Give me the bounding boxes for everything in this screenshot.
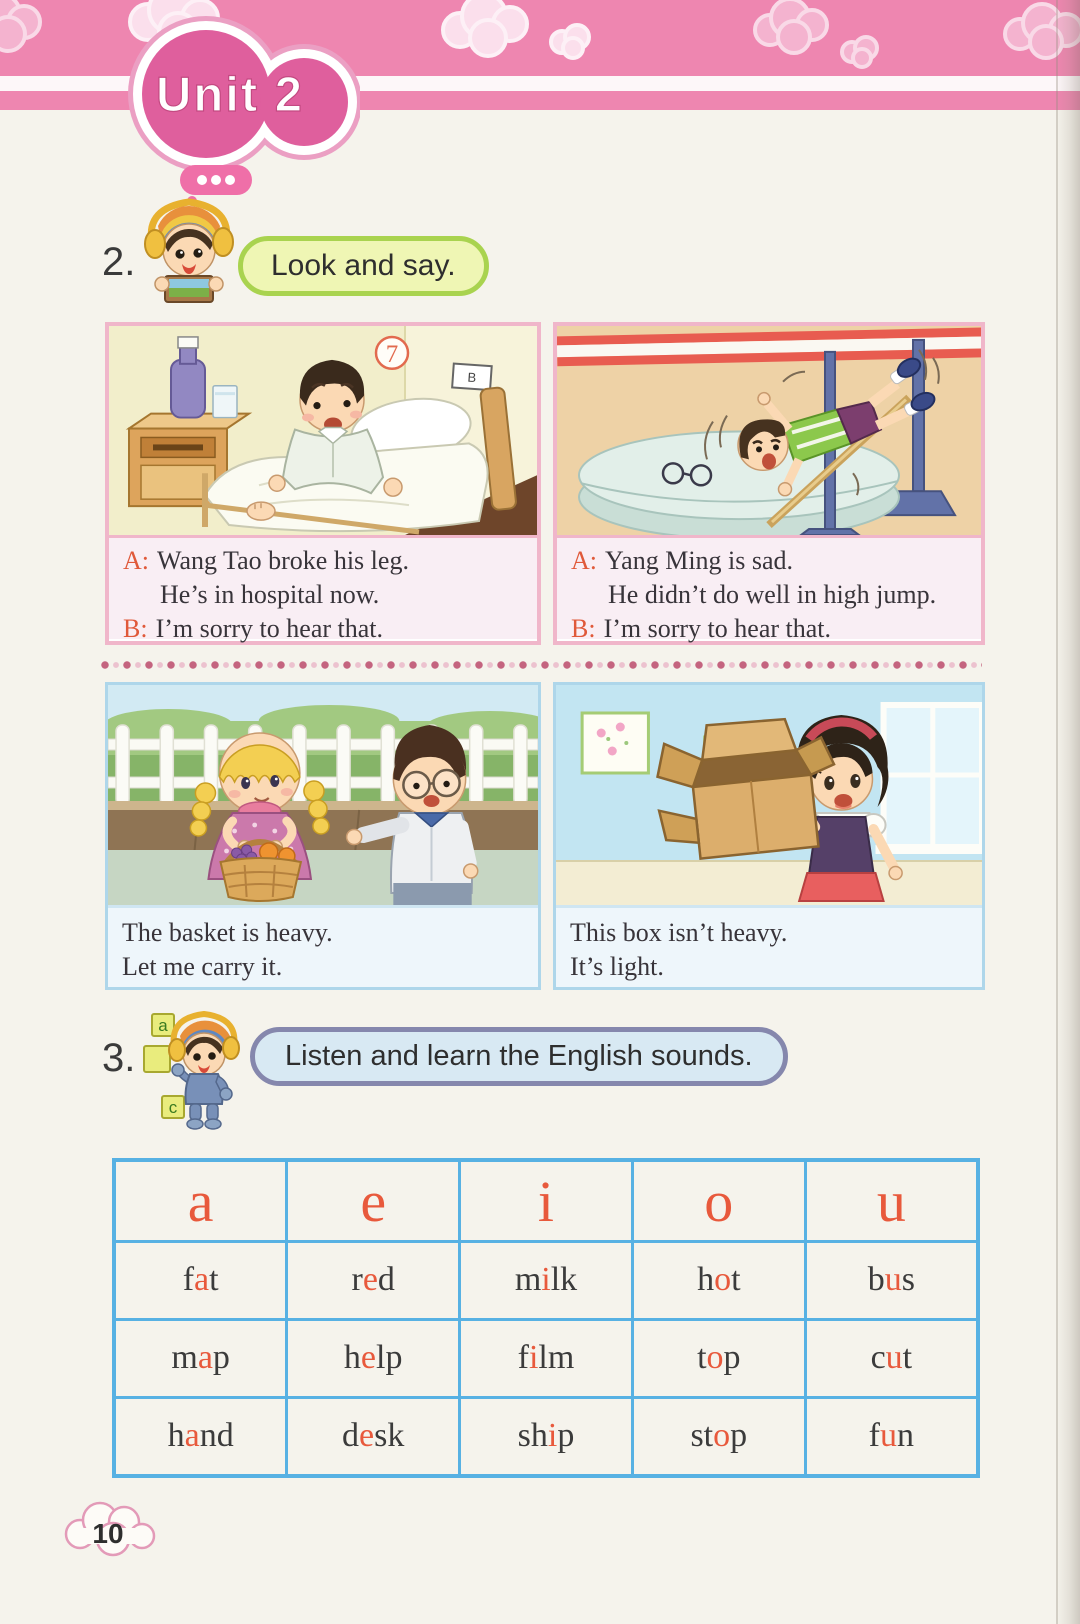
- dialogue-line: [571, 544, 971, 578]
- sound-word: top: [697, 1339, 741, 1377]
- dialogue-line: [123, 544, 527, 578]
- sound-word: hand: [167, 1417, 234, 1455]
- dialogue-text: Yang Ming is sad.: [605, 546, 794, 575]
- kid-headphones-reading-icon: [138, 188, 240, 304]
- dialogue-text: Wang Tao broke his leg.: [157, 546, 409, 575]
- dialogue-line: [571, 612, 971, 646]
- basket-scene-illustration: [108, 685, 538, 905]
- speaker-label: A:: [123, 546, 149, 575]
- hospital-scene-illustration: [109, 326, 537, 535]
- sound-word: bus: [867, 1261, 915, 1299]
- speaker-label: B:: [571, 614, 596, 643]
- dialogue-line: [123, 612, 527, 646]
- letter-block: [162, 1096, 184, 1118]
- dialogue-text: He’s in hospital now.: [160, 580, 380, 609]
- dialogue-line: [570, 916, 972, 950]
- section-3-title-pill: [250, 1027, 788, 1086]
- letter-block: [152, 1014, 174, 1036]
- sound-word: cut: [870, 1339, 913, 1377]
- vowel-header: i: [537, 1168, 555, 1234]
- svg-text:c: c: [168, 1098, 178, 1117]
- dialogue-line: [570, 950, 972, 984]
- section-3-number: 3.: [102, 1036, 136, 1080]
- sound-word: desk: [342, 1417, 405, 1455]
- sound-word: ship: [517, 1417, 575, 1455]
- sound-word: fun: [868, 1417, 914, 1455]
- room-number: 7: [385, 340, 399, 368]
- dialogue-text: It’s light.: [570, 952, 664, 981]
- dialogue-panel-basket: [105, 682, 541, 990]
- dialogue-panel-box: [553, 682, 985, 990]
- sound-word: milk: [514, 1261, 578, 1299]
- svg-text:B: B: [467, 369, 477, 386]
- sound-word: stop: [690, 1417, 748, 1455]
- dialogue-line: [123, 578, 527, 612]
- vowel-header: e: [360, 1168, 387, 1234]
- dialogue-text: He didn’t do well in high jump.: [608, 580, 937, 609]
- section-2-title: Look and say.: [271, 249, 456, 282]
- box-scene-illustration: [556, 685, 982, 905]
- sounds-word-row: [114, 1397, 978, 1476]
- speaker-label: A:: [571, 546, 597, 575]
- wall-picture-frame: [582, 713, 648, 773]
- vowel-header: a: [187, 1168, 214, 1234]
- dialogue-caption: [556, 905, 982, 987]
- sounds-word-row: [114, 1319, 978, 1397]
- dialogue-line: [122, 916, 528, 950]
- vowel-header: o: [704, 1168, 734, 1234]
- dialogue-line: [571, 578, 971, 612]
- dialogue-text: This box isn’t heavy.: [570, 918, 788, 947]
- dialogue-text: I’m sorry to hear that.: [155, 614, 384, 643]
- unit-title-bubble: [88, 16, 360, 174]
- dialogue-line: [122, 950, 528, 984]
- cloud-badge-icon: [58, 1494, 162, 1560]
- unit-title: Unit 2: [155, 68, 305, 122]
- page-number: 10: [92, 1518, 124, 1549]
- section-2-number: 2.: [102, 240, 136, 284]
- dialogue-caption: [109, 535, 537, 643]
- sounds-word-row: [114, 1242, 978, 1320]
- book-page-edge: [1056, 0, 1080, 1624]
- dialogue-text: Let me carry it.: [122, 952, 283, 981]
- sounds-header-row: [114, 1160, 978, 1242]
- dialogue-panel-high-jump: [553, 322, 985, 645]
- kid-headphones-letter-blocks-icon: [138, 1004, 250, 1130]
- dialogue-text: The basket is heavy.: [122, 918, 333, 947]
- dialogue-caption: [557, 535, 981, 643]
- sound-word: help: [343, 1339, 403, 1377]
- dialogue-caption: [108, 905, 538, 987]
- dialogue-panel-hospital: [105, 322, 541, 645]
- sound-word: red: [351, 1261, 395, 1299]
- english-sounds-table: [112, 1158, 980, 1478]
- sound-word: fat: [182, 1261, 219, 1299]
- vowel-header: u: [876, 1168, 906, 1234]
- section-3-title: Listen and learn the English sounds.: [285, 1040, 753, 1072]
- book-page-edge-line: [1056, 0, 1058, 1624]
- sound-word: film: [517, 1339, 575, 1377]
- svg-text:a: a: [158, 1016, 168, 1035]
- section-2-title-pill: [238, 236, 489, 296]
- sound-word: hot: [697, 1261, 741, 1299]
- high-jump-scene-illustration: [557, 326, 981, 535]
- dialogue-text: I’m sorry to hear that.: [603, 614, 832, 643]
- door-sign: [452, 364, 492, 390]
- letter-block: [144, 1046, 170, 1072]
- dotted-divider: [100, 659, 982, 671]
- speaker-label: B:: [123, 614, 148, 643]
- sound-word: map: [171, 1339, 230, 1377]
